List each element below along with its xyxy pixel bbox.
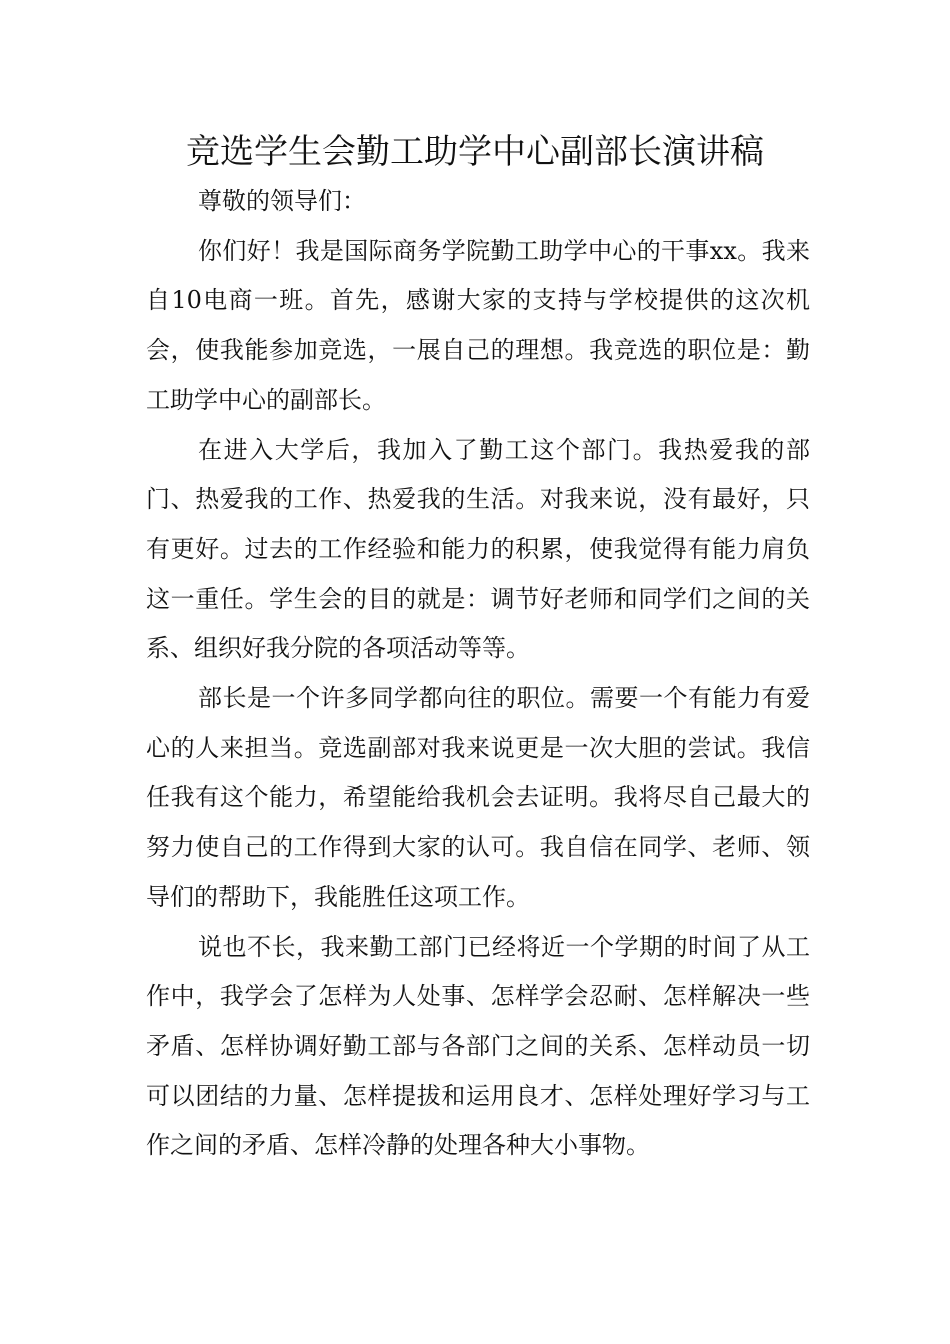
- body-paragraph: 说也不长，我来勤工部门已经将近一个学期的时间了从工作中，我学会了怎样为人处事、怎样学会忍耐、怎样解决一些矛盾、怎样协调好勤工部与各部门之间的关系、怎样动员一切可以团结的力量、怎样提拔和运用良才、怎样处理好学习与工作之间的矛盾、怎样冷静的处理各种大小事物。: [146, 932, 810, 1160]
- body-paragraph: 在进入大学后，我加入了勤工这个部门。我热爱我的部门、热爱我的工作、热爱我的生活。对我来说，没有最好，只有更好。过去的工作经验和能力的积累，使我觉得有能力肩负这一重任。学生会的目的就是：调节好老师和同学们之间的关系、组织好我分院的各项活动等等。: [146, 435, 810, 663]
- salutation-paragraph: 尊敬的领导们：: [198, 187, 366, 215]
- document-body: [146, 177, 810, 1171]
- body-paragraph: 你们好！我是国际商务学院勤工助学中心的干事xx。我来自10电商一班。首先，感谢大家的支持与学校提供的这次机会，使我能参加竞选，一展自己的理想。我竞选的职位是：勤工助学中心的副部长。: [146, 236, 810, 414]
- body-paragraph: 部长是一个许多同学都向往的职位。需要一个有能力有爱心的人来担当。竞选副部对我来说更是一次大胆的尝试。我信任我有这个能力，希望能给我机会去证明。我将尽自己最大的努力使自己的工作得到大家的认可。我自信在同学、老师、领导们的帮助下，我能胜任这项工作。: [146, 684, 810, 911]
- document-title: 竞选学生会勤工助学中心副部长演讲稿: [186, 132, 764, 172]
